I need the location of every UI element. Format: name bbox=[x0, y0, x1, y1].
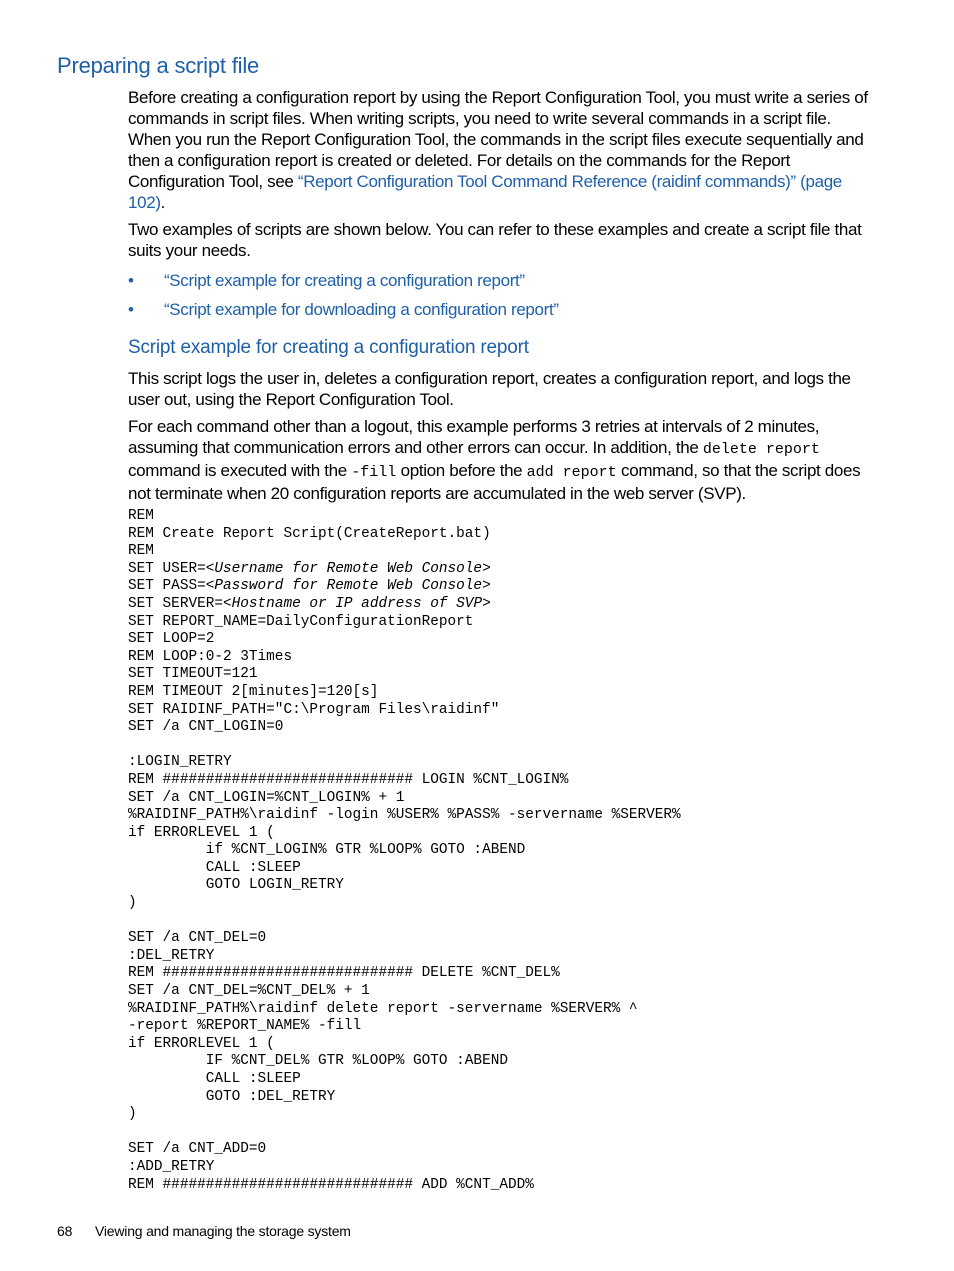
code-line: SET /a CNT_LOGIN=0 bbox=[128, 719, 284, 736]
fill-option-code: -fill bbox=[351, 464, 397, 481]
code-line: CALL :SLEEP bbox=[128, 1071, 301, 1087]
code-line: REM LOOP:0-2 3Times bbox=[128, 648, 293, 665]
desc-text-4: command, so that the script does not terminate when 20 configuration reports are accumulated in the web server (SVP). bbox=[128, 461, 861, 503]
description-paragraph-1: This script logs the user in, deletes a configuration report, creates a configuration report, and logs the user out, using the Report Configuration Tool. bbox=[128, 369, 851, 409]
code-line: SET SERVER=< bbox=[128, 595, 232, 612]
code-line: :DEL_RETRY bbox=[128, 947, 215, 964]
code-line: :ADD_RETRY bbox=[128, 1158, 215, 1175]
intro-paragraph bbox=[128, 87, 870, 213]
code-line: GOTO LOGIN_RETRY bbox=[128, 877, 344, 894]
code-line: REM ############################# DELETE %CNT_DEL% bbox=[128, 965, 560, 982]
code-line: %RAIDINF_PATH%\raidinf delete report -servername %SERVER% ^ bbox=[128, 1000, 638, 1017]
add-report-code: add report bbox=[526, 464, 617, 481]
examples-intro: Two examples of scripts are shown below. You can refer to these examples and create a script file that suits your needs. bbox=[128, 220, 862, 260]
code-line: > bbox=[482, 595, 491, 612]
code-line: SET LOOP=2 bbox=[128, 631, 215, 648]
code-line: CALL :SLEEP bbox=[128, 859, 301, 876]
script-code-block bbox=[128, 508, 681, 1194]
code-line: -report %REPORT_NAME% -fill bbox=[128, 1018, 362, 1035]
creating-example-link[interactable]: “Script example for creating a configuration report” bbox=[164, 271, 525, 290]
code-placeholder: Password for Remote Web Console bbox=[214, 578, 483, 595]
intro-end: . bbox=[160, 193, 165, 212]
command-reference-link[interactable]: “Report Configuration Tool Command Reference (raidinf commands)” (page 102) bbox=[128, 172, 842, 212]
code-line: if %CNT_LOGIN% GTR %LOOP% GOTO :ABEND bbox=[128, 842, 526, 859]
desc-text-3: option before the bbox=[396, 461, 527, 480]
code-line: SET /a CNT_DEL=0 bbox=[128, 930, 267, 947]
desc-text-1: For each command other than a logout, this example performs 3 retries at intervals of 2 minutes, assuming that communication errors and other errors can occur. In addition, the bbox=[128, 417, 820, 457]
chapter-title: Viewing and managing the storage system bbox=[95, 1223, 351, 1239]
section-heading: Script example for creating a configuration report bbox=[128, 337, 529, 358]
code-line: > bbox=[482, 560, 491, 577]
code-line: SET USER=< bbox=[128, 560, 215, 577]
bullet-icon: • bbox=[128, 271, 134, 290]
delete-report-code: delete report bbox=[702, 441, 820, 458]
code-line: SET REPORT_NAME=DailyConfigurationReport bbox=[128, 613, 474, 630]
code-line: REM ############################# LOGIN %CNT_LOGIN% bbox=[128, 771, 569, 788]
code-line: %RAIDINF_PATH%\raidinf -login %USER% %PASS% -servername %SERVER% bbox=[128, 807, 681, 824]
code-line: SET PASS=< bbox=[128, 578, 215, 595]
code-line: REM bbox=[128, 508, 154, 524]
code-line: SET RAIDINF_PATH="C:\Program Files\raidinf" bbox=[128, 701, 500, 718]
code-line: ) bbox=[128, 1106, 137, 1123]
code-line: REM bbox=[128, 543, 154, 560]
code-line: > bbox=[482, 578, 491, 595]
code-line: :LOGIN_RETRY bbox=[128, 754, 232, 771]
code-placeholder: Username for Remote Web Console bbox=[214, 560, 483, 577]
code-line: SET TIMEOUT=121 bbox=[128, 666, 258, 683]
list-item bbox=[128, 299, 559, 328]
list-item bbox=[128, 270, 559, 299]
intro-text: Before creating a configuration report by using the Report Configuration Tool, you must write a series of commands in script files. When writing scripts, you need to write several commands in a script file. When you run the Report Configuration Tool, the commands in the script files execute sequentially and then a configuration report is created or deleted. For details on the commands for the Report Configuration Tool, see bbox=[128, 88, 868, 191]
page-heading: Preparing a script file bbox=[57, 53, 260, 78]
code-line: GOTO :DEL_RETRY bbox=[128, 1088, 336, 1105]
code-line: REM Create Report Script(CreateReport.bat) bbox=[128, 525, 491, 542]
desc-text-2: command is executed with the bbox=[128, 461, 352, 480]
downloading-example-link[interactable]: “Script example for downloading a configuration report” bbox=[164, 300, 559, 319]
description-paragraph-2 bbox=[128, 416, 870, 504]
code-line: SET /a CNT_ADD=0 bbox=[128, 1141, 267, 1158]
code-placeholder: Hostname or IP address of SVP bbox=[231, 595, 483, 612]
page-footer bbox=[57, 1222, 351, 1240]
bullet-icon: • bbox=[128, 300, 134, 319]
code-line: if ERRORLEVEL 1 ( bbox=[128, 1035, 275, 1052]
page-number: 68 bbox=[57, 1223, 73, 1239]
code-line: SET /a CNT_DEL=%CNT_DEL% + 1 bbox=[128, 983, 370, 1000]
code-line: REM ############################# ADD %CNT_ADD% bbox=[128, 1176, 534, 1193]
code-line: SET /a CNT_LOGIN=%CNT_LOGIN% + 1 bbox=[128, 789, 405, 806]
code-line: REM TIMEOUT 2[minutes]=120[s] bbox=[128, 683, 379, 700]
example-list bbox=[128, 270, 559, 328]
code-line: IF %CNT_DEL% GTR %LOOP% GOTO :ABEND bbox=[128, 1053, 508, 1070]
code-line: ) bbox=[128, 895, 137, 912]
code-line: if ERRORLEVEL 1 ( bbox=[128, 824, 275, 841]
